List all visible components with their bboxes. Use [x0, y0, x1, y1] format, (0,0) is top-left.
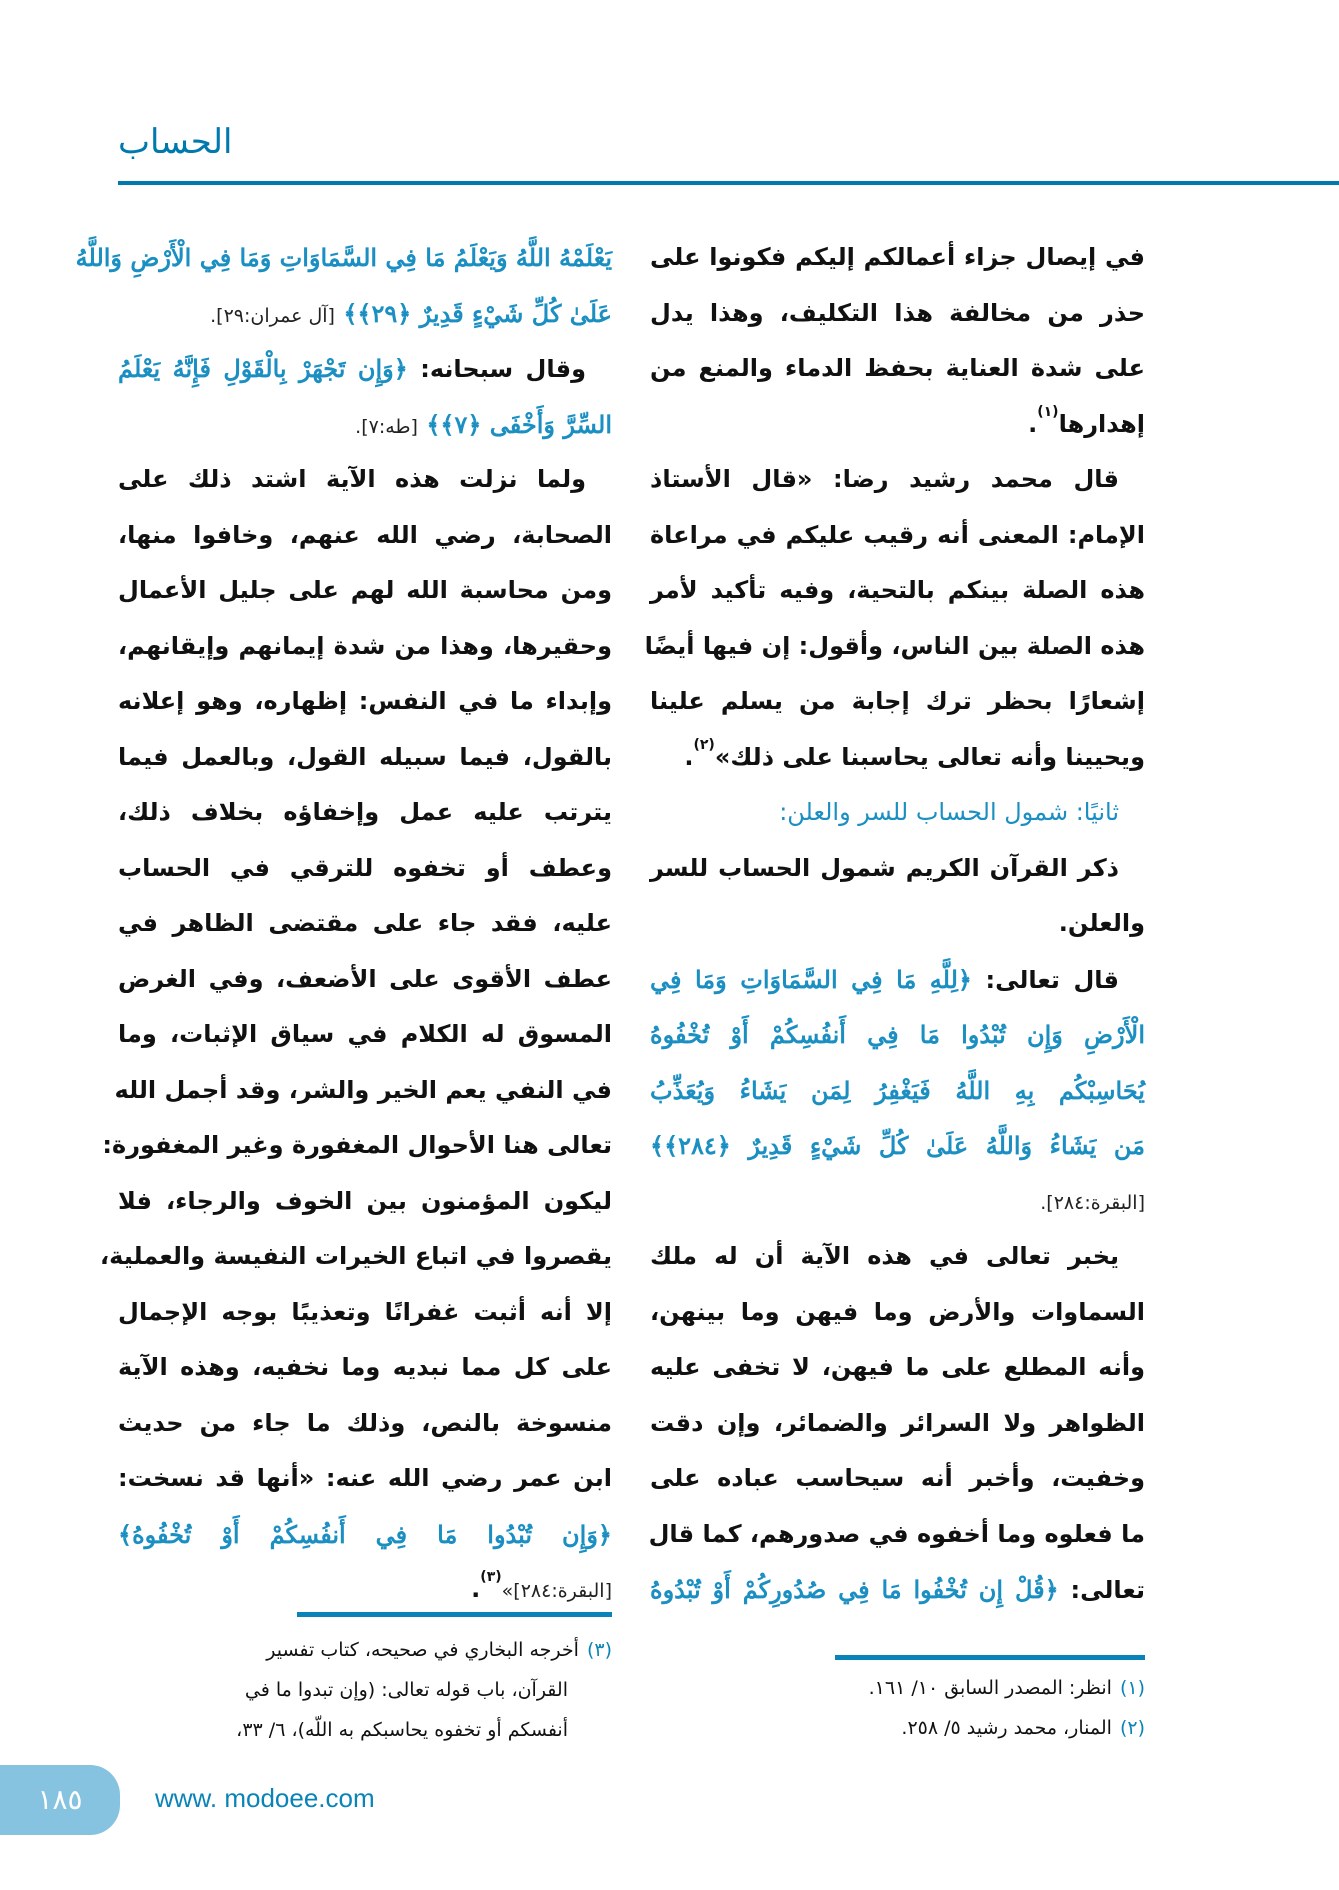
quran-verse: ﴿قُلْ إِن تُخْفُوا مَا فِي صُدُورِكُمْ أَوْ تُبْدُوهُ — [650, 1575, 1059, 1604]
text-line — [650, 730, 1145, 786]
text-line — [118, 508, 612, 564]
text-line — [650, 1229, 1145, 1285]
body-text: وعطف أو تخفوه للترقي في الحساب — [118, 853, 612, 882]
footnote — [118, 1670, 612, 1710]
body-text: الإمام: المعنى أنه رقيب عليكم في مراعاة — [650, 520, 1145, 549]
text-line — [650, 1451, 1145, 1507]
footnote-text: القرآن، باب قوله تعالى: (وإن تبدوا ما في — [244, 1679, 568, 1701]
text-line — [118, 286, 612, 342]
quran-verse: مَن يَشَاءُ وَاللَّهُ عَلَىٰ كُلِّ شَيْءٍ قَدِيرٌ ﴿٢٨٤﴾﴾ — [650, 1131, 1145, 1160]
body-text: قال تعالى: — [971, 965, 1119, 994]
footnote-text: أخرجه البخاري في صحيحه، كتاب تفسير — [266, 1639, 579, 1661]
body-text: ذكر القرآن الكريم شمول الحساب للسر — [650, 853, 1119, 882]
body-text: وإبداء ما في النفس: إظهاره، وهو إعلانه — [118, 687, 612, 715]
text-line — [118, 341, 612, 397]
text-line — [650, 1007, 1145, 1063]
text-line — [118, 1396, 612, 1452]
body-text: عطف الأقوى على الأضعف، وفي الغرض — [118, 964, 612, 993]
footnote-number: (٣) — [586, 1639, 612, 1661]
body-text: بالقول، فيما سبيله القول، وبالعمل فيما — [118, 742, 612, 771]
text-line — [650, 785, 1145, 841]
body-text: وأنه المطلع على ما فيهن، لا تخفى عليه — [650, 1353, 1145, 1381]
footnote-text: المنار، محمد رشيد ٥/ ٢٥٨. — [901, 1717, 1112, 1739]
body-text: حذر من مخالفة هذا التكليف، وهذا يدل — [650, 298, 1145, 327]
footnotes-left — [118, 1630, 612, 1750]
quran-verse: ﴿وَإِن تَجْهَرْ بِالْقَوْلِ فَإِنَّهُ يَعْلَمُ — [118, 354, 408, 383]
body-text: في النفي يعم الخير والشر، وقد أجمل الله — [114, 1075, 612, 1104]
text-line — [650, 286, 1145, 342]
text-line — [75, 230, 612, 286]
footnote-text: أنفسكم أو تخفوه يحاسبكم به اللّه)، ٦/ ٣٣، — [236, 1719, 568, 1741]
text-line — [100, 1229, 612, 1285]
body-text: تعالى هنا الأحوال المغفورة وغير المغفورة: — [102, 1131, 612, 1159]
body-text: يخبر تعالى في هذه الآية أن له ملك — [650, 1242, 1119, 1270]
body-text: وقال سبحانه: — [407, 355, 586, 383]
text-line — [118, 674, 612, 730]
text-line — [650, 1396, 1145, 1452]
quran-verse: ﴿لِلَّهِ مَا فِي السَّمَاوَاتِ وَمَا فِي — [650, 964, 972, 994]
text-line — [118, 397, 612, 453]
body-text: . — [1028, 409, 1038, 438]
body-text: يترتب عليه عمل وإخفاؤه بخلاف ذلك، — [118, 798, 612, 826]
body-text: ما فعلوه وما أخفوه في صدورهم، كما قال — [648, 1519, 1145, 1548]
text-line — [118, 896, 612, 952]
body-text: المسوق له الكلام في سياق الإثبات، وما — [118, 1020, 612, 1048]
text-line — [650, 397, 1145, 453]
body-text: الصحابة، رضي الله عنهم، وخافوا منها، — [118, 520, 612, 549]
text-line — [650, 674, 1145, 730]
text-line — [118, 619, 612, 675]
body-text: ولما نزلت هذه الآية اشتد ذلك على — [118, 465, 586, 493]
body-text: إشعارًا بحظر ترك إجابة من يسلم علينا — [650, 687, 1145, 715]
quran-verse: يَعْلَمْهُ اللَّهُ وَيَعْلَمُ مَا فِي السَّمَاوَاتِ وَمَا فِي الْأَرْضِ وَاللَّهُ — [75, 243, 612, 272]
body-text: على كل مما نبديه وما نخفيه، وهذه الآية — [118, 1353, 612, 1381]
text-line — [118, 785, 612, 841]
footnotes-right — [650, 1668, 1145, 1748]
body-text: وخفيت، وأخبر أنه سيحاسب عباده على — [650, 1464, 1145, 1492]
text-line — [118, 1507, 612, 1563]
footnote — [650, 1668, 1145, 1708]
verse-reference: [طه:٧]. — [355, 415, 418, 438]
footnote — [118, 1630, 612, 1670]
footnote-number: (١) — [1119, 1677, 1145, 1699]
text-line — [650, 341, 1145, 397]
footnote-divider — [297, 1612, 612, 1617]
text-line — [118, 1451, 612, 1507]
quran-verse: الْأَرْضِ وَإِن تُبْدُوا مَا فِي أَنفُسِكُمْ أَوْ تُخْفُوهُ — [650, 1020, 1145, 1049]
footnote-text: انظر: المصدر السابق ١٠/ ١٦١. — [868, 1677, 1112, 1699]
footnote-marker: (٢) — [693, 736, 715, 753]
text-line — [118, 1174, 612, 1230]
body-text: قال محمد رشيد رضا: «قال الأستاذ — [650, 465, 1119, 493]
body-text: . — [684, 742, 694, 771]
body-text: هذه الصلة بين الناس، وأقول: إن فيها أيضًا — [644, 631, 1145, 660]
body-text: والعلن. — [1058, 909, 1145, 937]
text-line — [650, 230, 1145, 286]
text-line — [650, 452, 1145, 508]
text-line — [118, 1562, 612, 1618]
text-line — [650, 896, 1145, 952]
page-number-badge — [0, 1765, 120, 1835]
text-line — [118, 952, 612, 1008]
left-column — [75, 230, 612, 1618]
footnote-divider — [835, 1655, 1145, 1660]
text-line — [650, 1174, 1145, 1230]
verse-reference: [البقرة:٢٨٤]. — [1040, 1191, 1145, 1214]
footnote-marker: (٣) — [480, 1569, 502, 1585]
body-text: وحقيرها، وهذا من شدة إيمانهم وإيقانهم، — [118, 631, 612, 660]
body-text: ومن محاسبة الله لهم على جليل الأعمال — [118, 576, 612, 604]
text-line — [650, 952, 1145, 1008]
quran-verse: السِّرَّ وَأَخْفَى ﴿٧﴾﴾ — [417, 409, 612, 439]
text-line — [118, 1340, 612, 1396]
right-column — [644, 230, 1145, 1618]
text-line — [118, 452, 612, 508]
text-line — [650, 1118, 1145, 1174]
text-line — [650, 1340, 1145, 1396]
text-line — [650, 841, 1145, 897]
footnote-marker: (١) — [1037, 403, 1059, 420]
body-text: الظواهر ولا السرائر والضمائر، وإن دقت — [650, 1408, 1145, 1437]
body-text: تعالى: — [1058, 1576, 1145, 1604]
body-text: هذه الصلة بينكم بالتحية، وفيه تأكيد لأمر — [650, 576, 1145, 604]
text-line — [114, 1063, 612, 1119]
text-line — [118, 563, 612, 619]
body-text: . — [471, 1575, 481, 1603]
text-line — [118, 1007, 612, 1063]
text-line — [118, 1285, 612, 1341]
text-line — [650, 1063, 1145, 1119]
chapter-title: الحساب — [118, 122, 233, 162]
verse-reference: [البقرة:٢٨٤]» — [501, 1580, 612, 1602]
body-text: عليه، فقد جاء على مقتضى الظاهر في — [118, 909, 612, 937]
body-text: السماوات والأرض وما فيهن وما بينهن، — [650, 1297, 1145, 1326]
text-line — [644, 619, 1145, 675]
body-text: يقصروا في اتباع الخيرات النفيسة والعملية، — [100, 1242, 612, 1270]
text-line — [102, 1118, 612, 1174]
text-line — [650, 508, 1145, 564]
body-text: ويحيينا وأنه تعالى يحاسبنا على ذلك» — [714, 742, 1145, 771]
section-heading: ثانيًا: شمول الحساب للسر والعلن: — [779, 798, 1119, 826]
quran-verse: ﴿وَإِن تُبْدُوا مَا فِي أَنفُسِكُمْ أَوْ تُخْفُوهُ﴾ — [118, 1519, 612, 1549]
page-number: ١٨٥ — [37, 1783, 83, 1816]
text-line — [650, 1285, 1145, 1341]
header-rule — [118, 181, 1339, 185]
quran-verse: يُحَاسِبْكُم بِهِ اللَّهُ فَيَغْفِرُ لِمَن يَشَاءُ وَيُعَذِّبُ — [650, 1075, 1145, 1105]
text-line — [118, 730, 612, 786]
verse-reference: [آل عمران:٢٩]. — [210, 304, 335, 327]
text-line — [118, 841, 612, 897]
body-text: في إيصال جزاء أعمالكم إليكم فكونوا على — [650, 243, 1145, 271]
footnote — [118, 1710, 612, 1750]
text-line — [650, 1507, 1145, 1563]
body-text: إلا أنه أثبت غفرانًا وتعذيبًا بوجه الإجمال — [118, 1297, 612, 1326]
body-text: إهدارها — [1058, 409, 1145, 438]
text-line — [650, 1562, 1145, 1618]
footnote — [650, 1708, 1145, 1748]
text-line — [650, 563, 1145, 619]
body-text: منسوخة بالنص، وذلك ما جاء من حديث — [118, 1408, 612, 1437]
body-text: ابن عمر رضي الله عنه: «أنها قد نسخت: — [118, 1464, 612, 1492]
body-text: على شدة العناية بحفظ الدماء والمنع من — [650, 354, 1145, 382]
website-url[interactable]: www. modoee.com — [155, 1783, 375, 1813]
footnote-number: (٢) — [1119, 1717, 1145, 1739]
body-text: ليكون المؤمنون بين الخوف والرجاء، فلا — [118, 1186, 612, 1215]
quran-verse: عَلَىٰ كُلِّ شَيْءٍ قَدِيرٌ ﴿٢٩﴾﴾ — [334, 298, 612, 328]
